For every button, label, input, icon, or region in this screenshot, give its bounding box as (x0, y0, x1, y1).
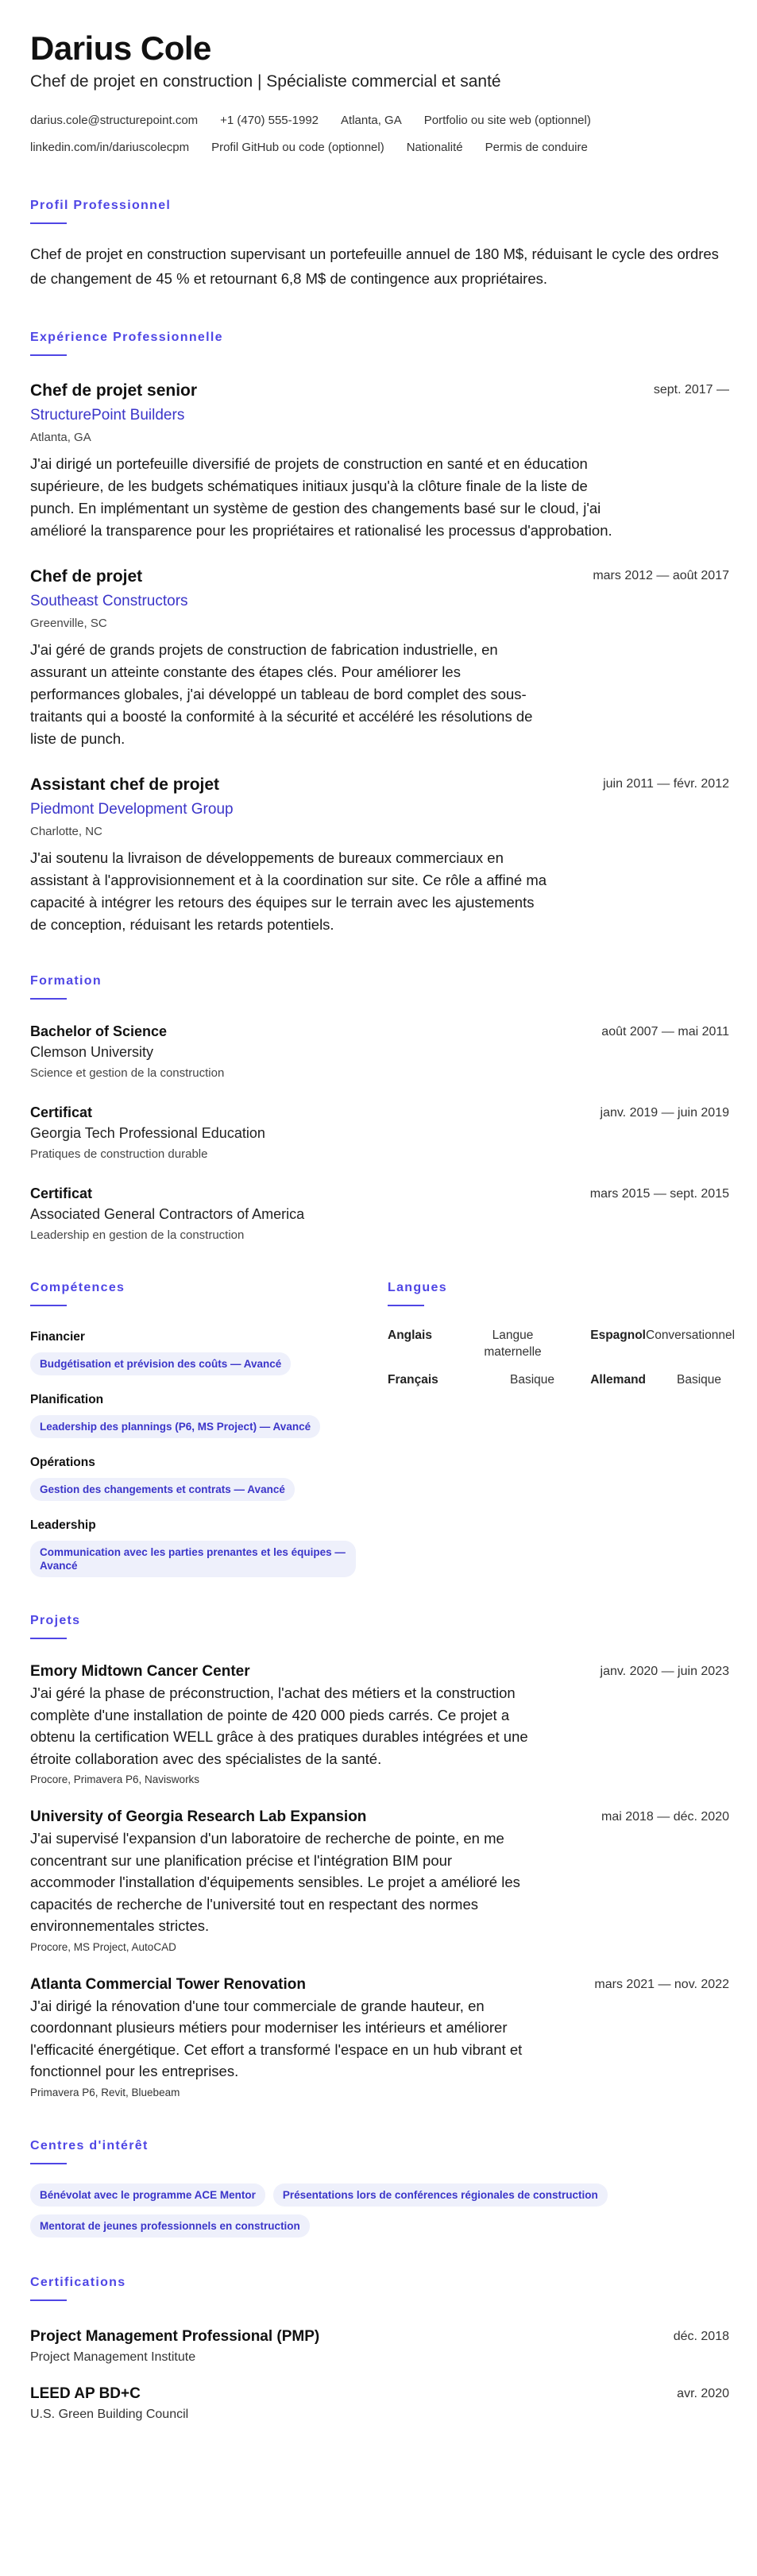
contact-nationality: Nationalité (406, 141, 463, 154)
field-of-study: Leadership en gestion de la construction (30, 1228, 245, 1242)
interest-chips (30, 2183, 666, 2238)
job-description: J'ai soutenu la livraison de développements de bureaux commerciaux en assistant à l'approvisionnement et à la coordination sur site. Ce rôle a affiné ma capacité à intégrer les retours des équipes sur le terrain avec les ajustements de conception, réduisant les retards potentiels. (30, 849, 547, 933)
job-dates: juin 2011 — févr. 2012 (603, 777, 729, 791)
candidate-headline: Chef de projet en construction | Spécialiste commercial et santé (30, 72, 501, 91)
section-divider (30, 1305, 67, 1306)
project-item (30, 1807, 729, 1955)
certifications-section (30, 2274, 728, 2423)
candidate-name: Darius Cole (30, 29, 211, 67)
contact-phone[interactable]: +1 (470) 555-1992 (220, 114, 319, 127)
project-tools: Procore, Primavera P6, Navisworks (30, 1773, 200, 1785)
skill-group (30, 1454, 388, 1501)
skill-category: Financier (30, 1330, 85, 1344)
language-name: Espagnol (590, 1329, 646, 1342)
project-dates: mars 2021 — nov. 2022 (594, 1977, 729, 1991)
certification-name: Project Management Professional (PMP) (30, 2327, 320, 2345)
job-title: Chef de projet (30, 567, 143, 586)
interests-section (30, 2137, 728, 2238)
language-name: Français (388, 1373, 438, 1387)
section-divider (30, 222, 67, 224)
job-description: J'ai dirigé un portefeuille diversifié de projets de construction en santé et en éducation supérieure, de les budgets schématiques initiaux jusqu'à la clôture finale de la liste de punch. En implémentant un système de gestion des changements basé sur le cloud, j'ai amélioré la transparence pour les propriétaires et rationalisé les processus d'approbation. (30, 455, 612, 539)
contact-portfolio[interactable]: Portfolio ou site web (optionnel) (423, 114, 591, 127)
job-company: Southeast Constructors (30, 593, 188, 609)
language-level: Langue maternelle (484, 1329, 542, 1359)
resume-header (30, 29, 728, 157)
section-divider (388, 1305, 424, 1306)
languages-section-title: Langues (388, 1281, 447, 1294)
education-dates: mars 2015 — sept. 2015 (589, 1187, 729, 1201)
interest-chip: Bénévolat avec le programme ACE Mentor (30, 2183, 265, 2207)
certification-date: déc. 2018 (673, 2329, 729, 2343)
certifications-section-title: Certifications (30, 2275, 126, 2289)
certification-name: LEED AP BD+C (30, 2385, 141, 2402)
experience-item (30, 774, 729, 936)
language-name: Allemand (590, 1373, 646, 1387)
job-dates: sept. 2017 — (653, 383, 729, 396)
language-level: Conversationnel (646, 1329, 736, 1342)
education-dates: janv. 2019 — juin 2019 (600, 1106, 729, 1120)
experience-item (30, 380, 729, 542)
project-name: University of Georgia Research Lab Expansion (30, 1808, 367, 1825)
project-tools: Procore, MS Project, AutoCAD (30, 1940, 176, 1953)
skill-chip: Budgétisation et prévision des coûts — Avancé (30, 1352, 291, 1375)
experience-item (30, 566, 729, 750)
job-title: Chef de projet senior (30, 381, 198, 400)
section-divider (30, 1638, 67, 1639)
skills-languages-row (30, 1279, 736, 1577)
education-item (30, 1022, 729, 1082)
language-level: Basique (676, 1373, 721, 1387)
project-description: J'ai géré la phase de préconstruction, l'achat des métiers et la construction complète d'une installation de pointe de 420 000 pieds carrés. Ce projet a obtenu la certification WELL grâce à des pratiques durables intégrées et une étroite collaboration avec des spécialistes de la santé. (30, 1684, 528, 1767)
education-dates: août 2007 — mai 2011 (601, 1025, 729, 1039)
project-dates: janv. 2020 — juin 2023 (600, 1665, 729, 1678)
job-company: Piedmont Development Group (30, 801, 234, 818)
project-name: Emory Midtown Cancer Center (30, 1663, 250, 1680)
contact-location: Atlanta, GA (341, 114, 402, 127)
interests-section-title: Centres d'intérêt (30, 2138, 149, 2152)
skill-category: Opérations (30, 1456, 95, 1469)
languages-grid (388, 1327, 736, 1388)
interest-chip: Mentorat de jeunes professionnels en construction (30, 2214, 310, 2238)
job-location: Atlanta, GA (30, 431, 91, 444)
contact-github[interactable]: Profil GitHub ou code (optionnel) (211, 141, 384, 154)
projects-section-title: Projets (30, 1614, 81, 1627)
job-description: J'ai géré de grands projets de construction de fabrication industrielle, en assurant un atteinte constante des étapes clés. Pour améliorer les performances globales, j'ai développé un tableau de bord complet des sous-traitants qui a boosté la conformité à la sécurité et accéléré les résolutions de liste de punch. (30, 641, 533, 747)
field-of-study: Pratiques de construction durable (30, 1147, 208, 1161)
language-name: Anglais (388, 1329, 432, 1342)
projects-section (30, 1612, 728, 2101)
skill-chip: Gestion des changements et contrats — Avancé (30, 1478, 295, 1501)
profile-summary: Chef de projet en construction supervisant un portefeuille annuel de 180 M$, réduisant le cycle des ordres de changement de 45 % et retournant 6,8 M$ de contingence aux propriétaires. (30, 246, 719, 287)
section-divider (30, 354, 67, 356)
project-item (30, 1975, 729, 2101)
skills-section-title: Compétences (30, 1281, 126, 1294)
job-location: Charlotte, NC (30, 825, 102, 838)
experience-section (30, 329, 728, 936)
job-company: StructurePoint Builders (30, 407, 185, 424)
certification-item (30, 2327, 729, 2366)
skill-group (30, 1391, 388, 1438)
job-title: Assistant chef de projet (30, 776, 220, 794)
project-dates: mai 2018 — déc. 2020 (601, 1810, 729, 1824)
skill-group (30, 1517, 388, 1577)
profile-section-title: Profil Professionnel (30, 199, 172, 212)
project-description: J'ai supervisé l'expansion d'un laboratoire de recherche de pointe, en me concentrant sur une planification précise et l'intégration BIM pour accommoder l'installation d'équipements sensibles. Le projet a amélioré les capacités de recherche de l'université tout en respectant des normes environnementales strictes. (30, 1830, 520, 1934)
skills-section (30, 1279, 388, 1577)
job-location: Greenville, SC (30, 617, 107, 630)
school: Associated General Contractors of America (30, 1206, 305, 1222)
skill-group (30, 1329, 388, 1375)
language-level: Basique (509, 1373, 554, 1387)
contact-driving-license: Permis de conduire (485, 141, 588, 154)
skill-chip: Leadership des plannings (P6, MS Project) — Avancé (30, 1415, 320, 1438)
school: Georgia Tech Professional Education (30, 1125, 265, 1141)
languages-section (388, 1279, 736, 1577)
contact-list (30, 111, 729, 157)
education-section (30, 973, 728, 1244)
education-item (30, 1103, 729, 1163)
section-divider (30, 998, 67, 1000)
degree: Certificat (30, 1186, 93, 1201)
project-description: J'ai dirigé la rénovation d'une tour commerciale de grande hauteur, en coordonnant plusieurs métiers pour moderniser les intérieurs et améliorer l'efficacité énergétique. Cet effort a transformé l'espace en un hub vibrant et fonctionnel pour les entreprises. (30, 1997, 523, 2079)
project-item (30, 1661, 729, 1788)
skill-chip: Communication avec les parties prenantes et les équipes — Avancé (30, 1541, 356, 1577)
contact-linkedin[interactable]: linkedin.com/in/dariuscolecpm (30, 141, 190, 154)
section-divider (30, 2299, 67, 2301)
job-dates: mars 2012 — août 2017 (593, 569, 729, 582)
project-name: Atlanta Commercial Tower Renovation (30, 1975, 306, 1993)
degree: Certificat (30, 1104, 93, 1120)
interest-chip: Présentations lors de conférences régionales de construction (273, 2183, 608, 2207)
certification-date: avr. 2020 (677, 2386, 729, 2400)
skill-category: Planification (30, 1393, 104, 1406)
profile-section (30, 197, 728, 291)
degree: Bachelor of Science (30, 1023, 168, 1039)
skill-category: Leadership (30, 1518, 96, 1532)
certification-issuer: Project Management Institute (30, 2350, 196, 2364)
section-divider (30, 2163, 67, 2164)
school: Clemson University (30, 1044, 154, 1060)
education-section-title: Formation (30, 974, 102, 988)
education-item (30, 1184, 729, 1244)
project-tools: Primavera P6, Revit, Bluebeam (30, 2086, 180, 2098)
certification-item (30, 2384, 729, 2423)
experience-section-title: Expérience Professionnelle (30, 331, 223, 344)
contact-email[interactable]: darius.cole@structurepoint.com (30, 114, 199, 127)
certification-issuer: U.S. Green Building Council (30, 2407, 189, 2421)
field-of-study: Science et gestion de la construction (30, 1066, 225, 1080)
